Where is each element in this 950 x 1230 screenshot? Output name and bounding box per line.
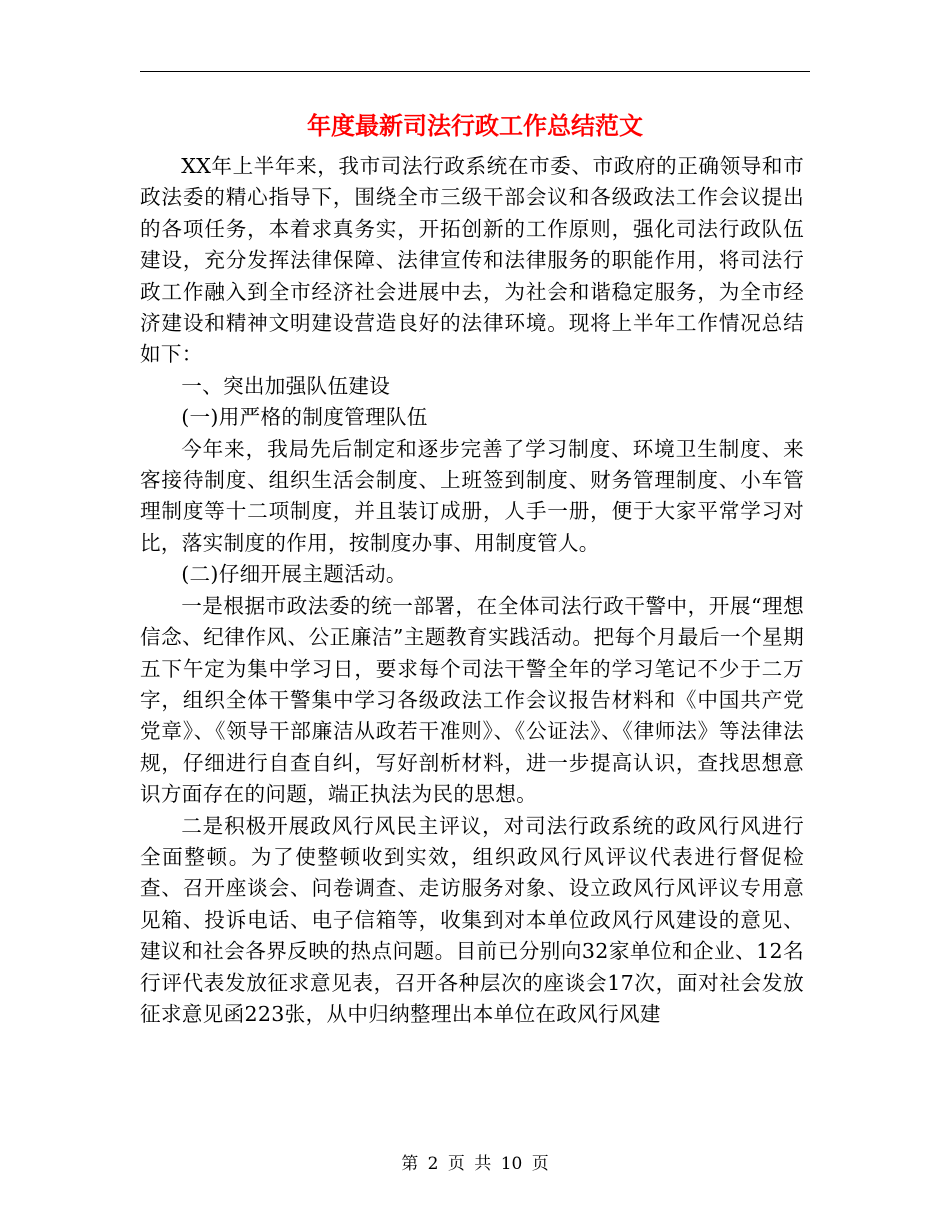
subsection-heading-1: (一)用严格的制度管理队伍 <box>181 405 428 430</box>
header-rule <box>140 71 810 72</box>
page-number: 第 2 页 共 10 页 <box>401 1154 549 1174</box>
document-title: 年度最新司法行政工作总结范文 <box>307 112 643 140</box>
paragraph-regulations: 今年来，我局先后制定和逐步完善了学习制度、环境卫生制度、来客接待制度、组织生活会制度、上班签到制度、财务管理制度、小车管理制度等十二项制度，并且装订成册，人手一册，便于大家平常学习对比，落实制度的作用，按制度办事、用制度管人。 <box>140 436 804 555</box>
paragraph-education: 一是根据市政法委的统一部署，在全体司法行政干警中，开展“理想信念、纪律作风、公正廉洁”主题教育实践活动。把每个月最后一个星期五下午定为集中学习日，要求每个司法干警全年的学习笔记不少于二万字，组织全体干警集中学习各级政法工作会议报告材料和《中国共产党党章》、《领导干部廉洁从政若干准则》、《公证法》、《律师法》等法律法规，仔细进行自查自纠，写好剖析材料，进一步提高认识，查找思想意识方面存在的问题，端正执法为民的思想。 <box>140 593 804 807</box>
section-heading-1: 一、突出加强队伍建设 <box>181 373 391 398</box>
document-body <box>140 151 804 1030</box>
subsection-heading-2: (二)仔细开展主题活动。 <box>181 562 407 587</box>
paragraph-evaluation: 二是积极开展政风行风民主评议，对司法行政系统的政风行风进行全面整顿。为了使整顿收到实效，组织政风行风评议代表进行督促检查、召开座谈会、问卷调查、走访服务对象、设立政风行风评议专用意见箱、投诉电话、电子信箱等，收集到对本单位政风行风建设的意见、建议和社会各界反映的热点问题。目前已分别向32家单位和企业、12名行评代表发放征求意见表，召开各种层次的座谈会17次，面对社会发放征求意见函223张，从中归纳整理出本单位在政风行风建 <box>140 813 804 1026</box>
paragraph-intro: XX年上半年来，我市司法行政系统在市委、市政府的正确领导和市政法委的精心指导下，围绕全市三级干部会议和各级政法工作会议提出的各项任务，本着求真务实，开拓创新的工作原则，强化司法行政队伍建设，充分发挥法律保障、法律宣传和法律服务的职能作用，将司法行政工作融入到全市经济社会进展中去，为社会和谐稳定服务，为全市经济建设和精神文明建设营造良好的法律环境。现将上半年工作情况总结如下： <box>140 154 804 367</box>
